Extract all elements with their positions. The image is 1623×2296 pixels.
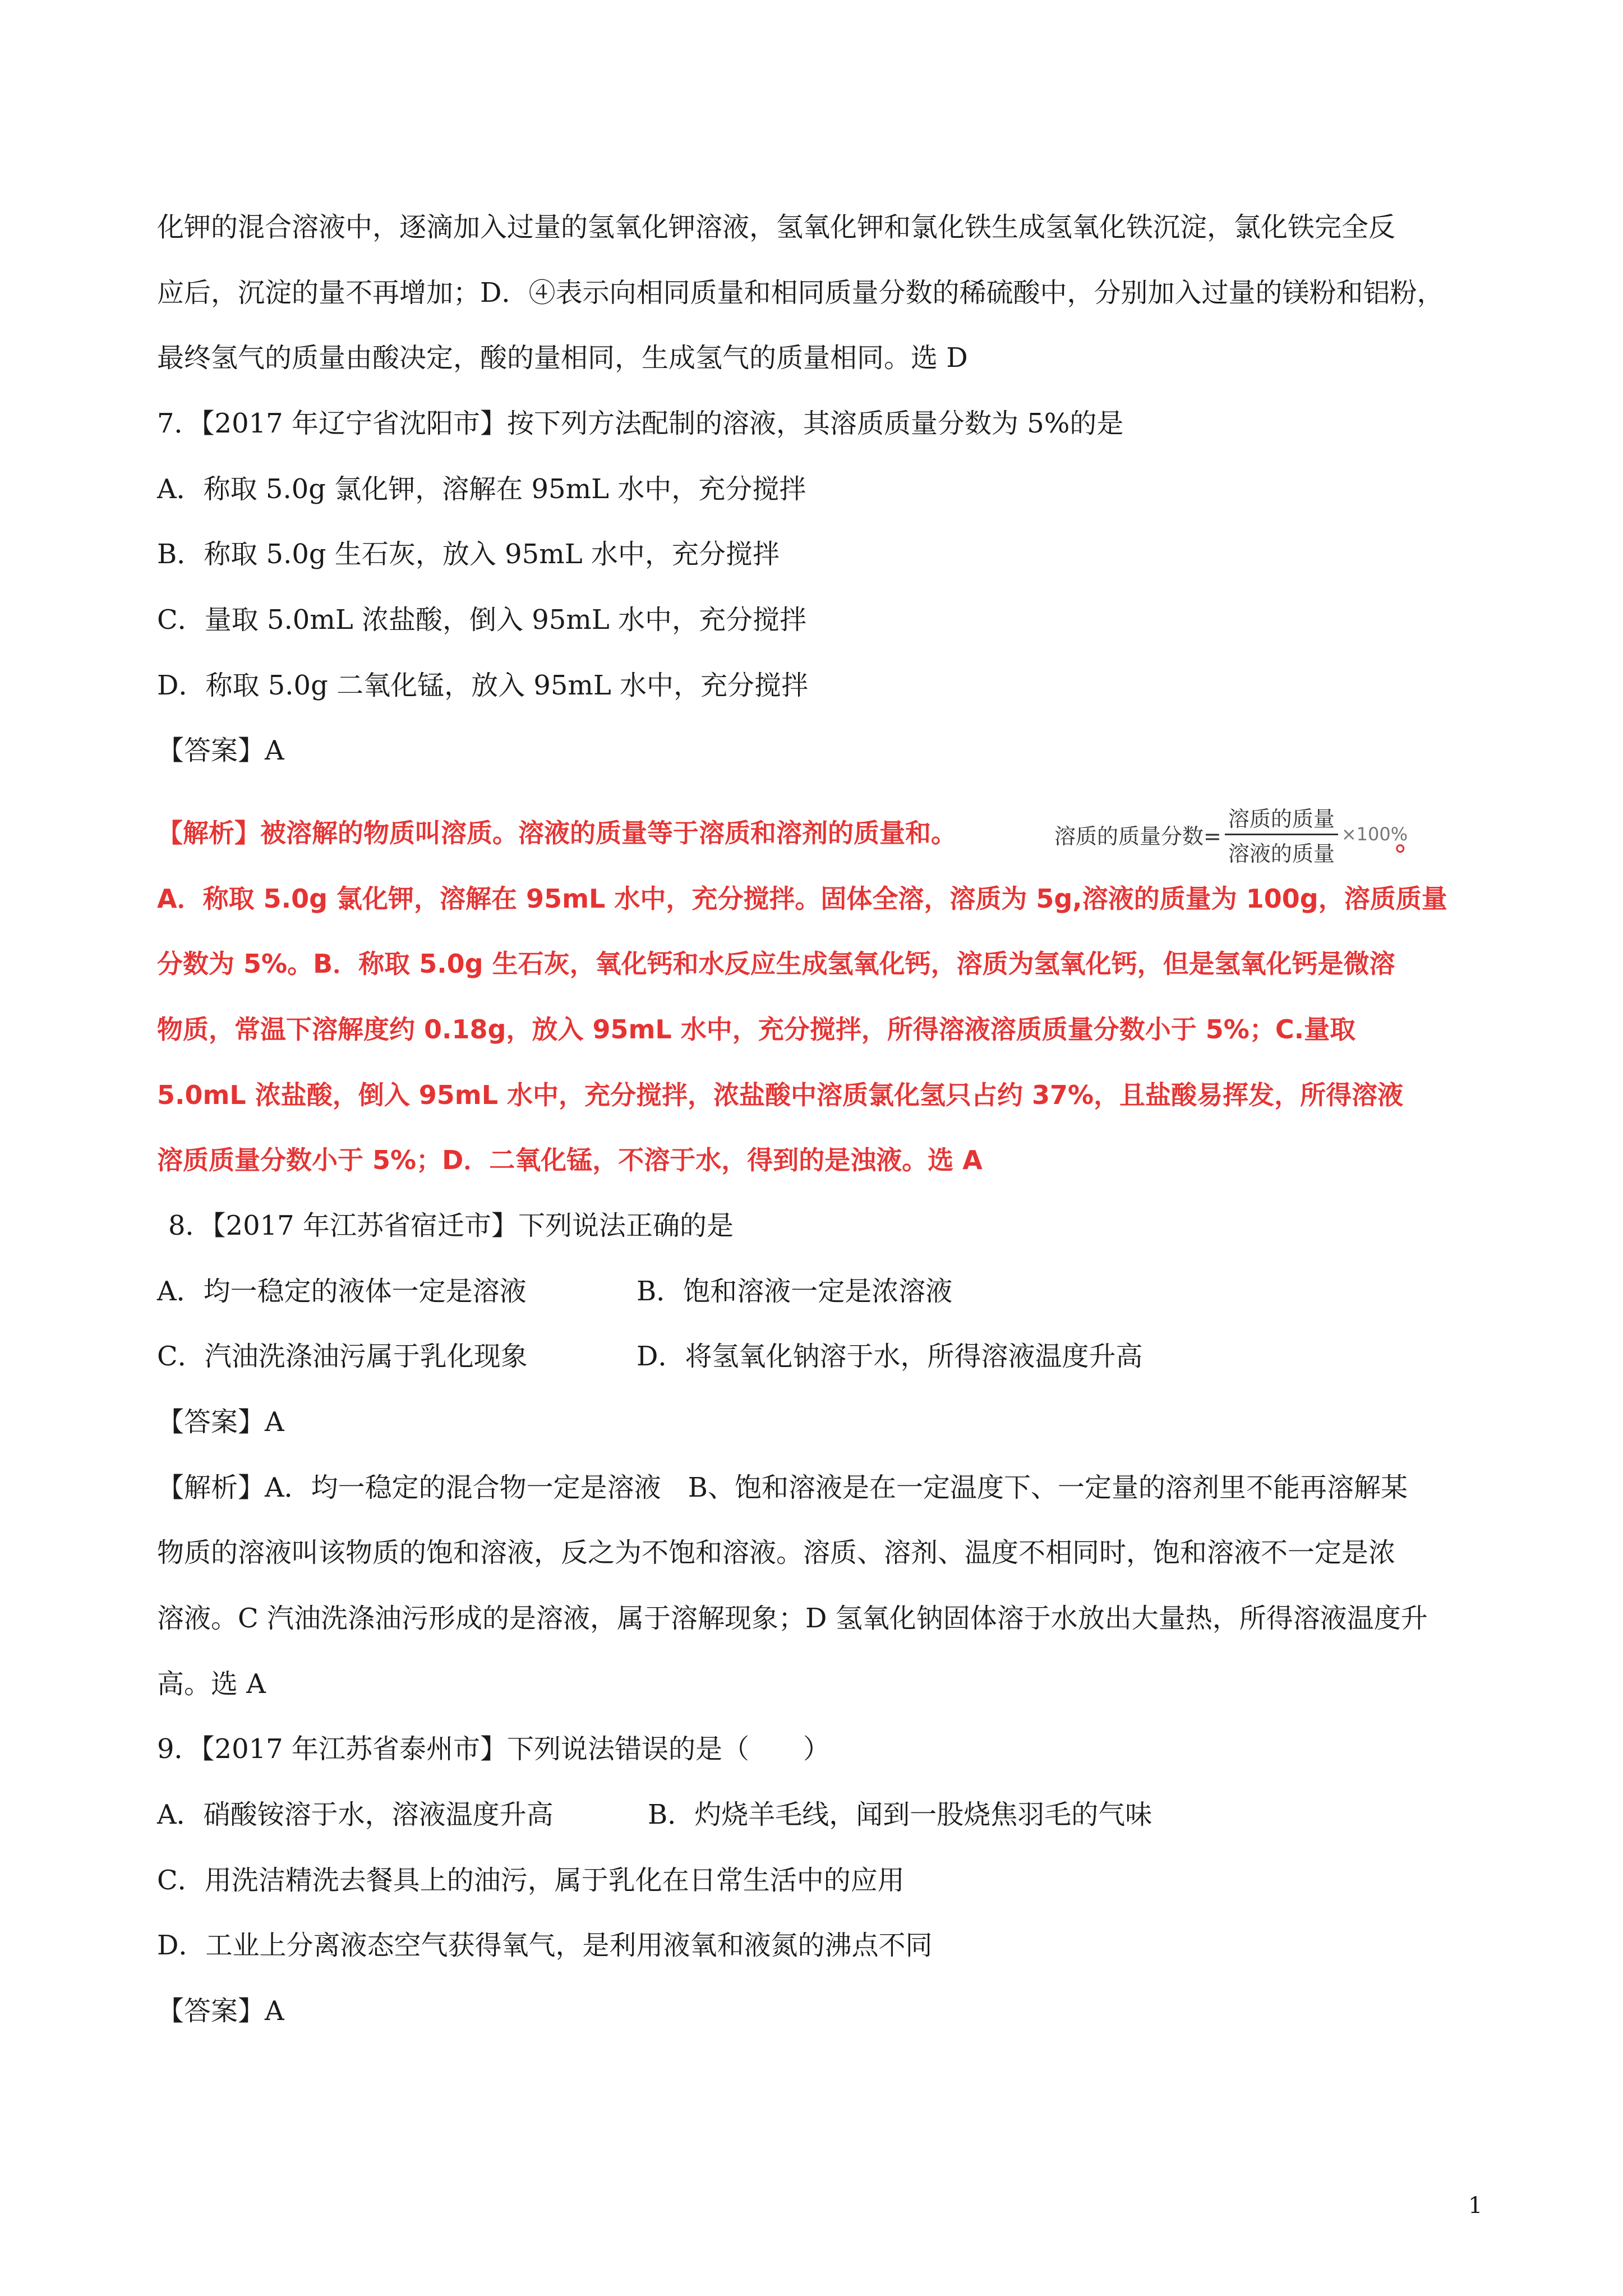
question-8-analysis-line: 高。选 A (157, 1668, 266, 1700)
page-number: 1 (1468, 2193, 1483, 2219)
formula-fraction (1225, 802, 1338, 867)
question-9-stem: 9．【2017 年江苏省泰州市】下列说法错误的是（ ） (157, 1733, 830, 1765)
question-8-option-b: B．饱和溶液一定是浓溶液 (637, 1276, 953, 1307)
question-7-answer: 【答案】A (157, 735, 284, 766)
question-8-analysis-line: 物质的溶液叫该物质的饱和溶液，反之为不饱和溶液。溶质、溶剂、温度不相同时，饱和溶液不一定是浓 (157, 1537, 1396, 1568)
analysis-period: 。 (1395, 825, 1423, 857)
question-8-answer: 【答案】A (157, 1406, 284, 1438)
question-9-option-c: C．用洗洁精洗去餐具上的油污，属于乳化在日常生活中的应用 (157, 1865, 905, 1896)
question-7-analysis-intro: 【解析】被溶解的物质叫溶质。溶液的质量等于溶质和溶剂的质量和。 (157, 818, 957, 848)
question-9-option-a: A．硝酸铵溶于水，溶液温度升高 (157, 1799, 554, 1830)
question-8-option-a: A．均一稳定的液体一定是溶液 (157, 1276, 527, 1307)
question-7-option-a: A．称取 5.0g 氯化钾，溶解在 95mL 水中，充分搅拌 (157, 473, 806, 505)
question-9-answer: 【答案】A (157, 1995, 284, 2027)
question-7-option-c: C．量取 5.0mL 浓盐酸，倒入 95mL 水中，充分搅拌 (157, 604, 806, 636)
question-7-analysis-line: 物质，常温下溶解度约 0.18g，放入 95mL 水中，充分搅拌，所得溶液溶质质量分数小于 5%；C.量取 (157, 1014, 1356, 1045)
question-8-option-d: D．将氢氧化钠溶于水，所得溶液温度升高 (637, 1341, 1143, 1372)
question-9-option-b: B．灼烧羊毛线，闻到一股烧焦羽毛的气味 (648, 1799, 1152, 1830)
question-7-stem: 7．【2017 年辽宁省沈阳市】按下列方法配制的溶液，其溶质质量分数为 5%的是 (157, 408, 1124, 439)
question-7-analysis-line: A．称取 5.0g 氯化钾，溶解在 95mL 水中，充分搅拌。固体全溶，溶质为 5g,溶液的质量为 100g，溶质质量 (157, 884, 1447, 914)
paragraph-line: 最终氢气的质量由酸决定，酸的量相同，生成氢气的质量相同。选 D (157, 342, 968, 374)
question-8-analysis-line: 溶液。C 汽油洗涤油污形成的是溶液，属于溶解现象；D 氢氧化钠固体溶于水放出大量热，所得溶液温度升 (157, 1603, 1428, 1634)
question-7-analysis-line: 溶质质量分数小于 5%；D．二氧化锰，不溶于水，得到的是浊液。选 A (157, 1145, 983, 1175)
question-8-stem: 8．【2017 年江苏省宿迁市】下列说法正确的是 (168, 1210, 734, 1241)
question-7-option-b: B．称取 5.0g 生石灰，放入 95mL 水中，充分搅拌 (157, 539, 780, 570)
formula-percent: ×100% (1341, 823, 1408, 845)
question-7-analysis-line: 5.0mL 浓盐酸，倒入 95mL 水中，充分搅拌，浓盐酸中溶质氯化氢只占约 37%，且盐酸易挥发，所得溶液 (157, 1080, 1404, 1110)
paragraph-line: 化钾的混合溶液中，逐滴加入过量的氢氧化钾溶液，氢氧化钾和氯化铁生成氢氧化铁沉淀，氯化铁完全反 (157, 211, 1396, 243)
paragraph-line: 应后，沉淀的量不再增加；D．④表示向相同质量和相同质量分数的稀硫酸中，分别加入过量的镁粉和铝粉， (157, 277, 1444, 309)
formula-denominator: 溶液的质量 (1228, 841, 1335, 866)
question-7-analysis-line: 分数为 5%。B．称取 5.0g 生石灰，氧化钙和水反应生成氢氧化钙，溶质为氢氧化钙，但是氢氧化钙是微溶 (157, 949, 1395, 979)
mass-fraction-formula (1054, 803, 1408, 865)
formula-label: 溶质的质量分数= (1054, 823, 1221, 849)
question-8-option-c: C．汽油洗涤油污属于乳化现象 (157, 1341, 528, 1372)
question-8-analysis-line: 【解析】A．均一稳定的混合物一定是溶液 B、饱和溶液是在一定温度下、一定量的溶剂里不能再溶解某 (157, 1472, 1408, 1503)
formula-numerator: 溶质的质量 (1225, 802, 1338, 835)
question-9-option-d: D．工业上分离液态空气获得氧气，是利用液氧和液氮的沸点不同 (157, 1930, 933, 1961)
question-7-option-d: D．称取 5.0g 二氧化锰，放入 95mL 水中，充分搅拌 (157, 670, 809, 701)
